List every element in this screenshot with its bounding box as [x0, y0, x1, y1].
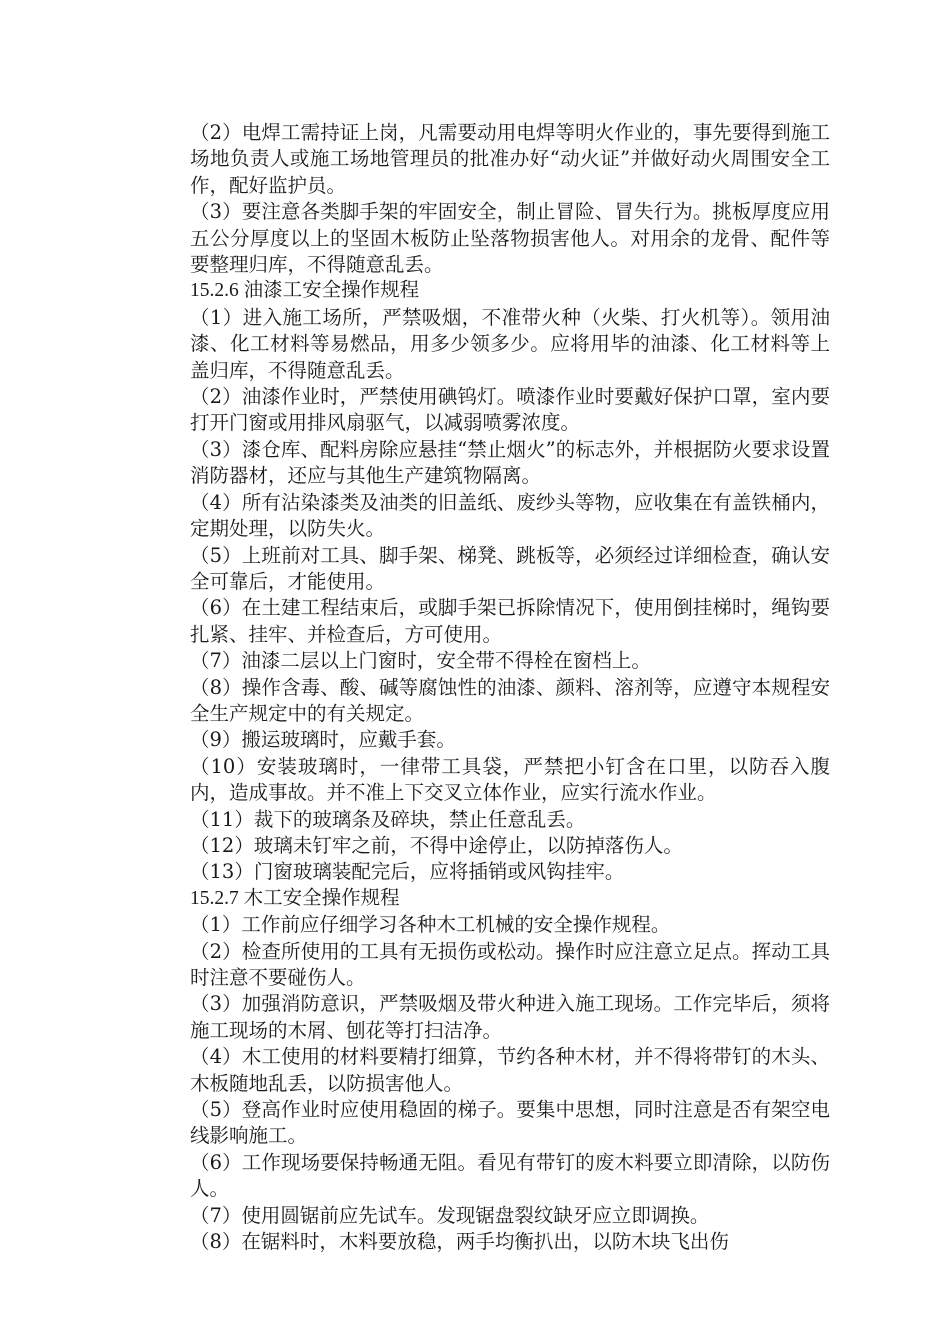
section-heading: 15.2.6 油漆工安全操作规程 — [190, 280, 420, 302]
paragraph: （8）在锯料时，木料要放稳，两手均衡扒出，以防木块飞出伤 — [190, 1230, 729, 1254]
paragraph: （6）工作现场要保持畅通无阻。看见有带钉的废木料要立即清除，以防伤人。 — [190, 1150, 830, 1201]
paragraph: （3）加强消防意识，严禁吸烟及带火种进入施工现场。工作完毕后，须将施工现场的木屑、刨花等打扫洁净。 — [190, 992, 830, 1042]
document-page — [190, 120, 830, 1255]
paragraph: （1）进入施工场所，严禁吸烟，不准带火种（火柴、打火机等）。领用油漆、化工材料等易燃品，用多少领多少。应将用毕的油漆、化工材料等上盖归库，不得随意乱丢。 — [190, 305, 830, 382]
paragraph: （1）工作前应仔细学习各种木工机械的安全操作规程。 — [190, 913, 671, 937]
paragraph: （13）门窗玻璃装配完后，应将插销或风钩挂牢。 — [190, 860, 625, 884]
paragraph: （5）登高作业时应使用稳固的梯子。要集中思想，同时注意是否有架空电线影响施工。 — [190, 1098, 830, 1148]
paragraph: （6）在土建工程结束后，或脚手架已拆除情况下，使用倒挂梯时，绳钩要扎紧、挂牢、并检查后，方可使用。 — [190, 596, 830, 646]
paragraph: （4）所有沾染漆类及油类的旧盖纸、废纱头等物，应收集在有盖铁桶内，定期处理，以防失火。 — [190, 490, 830, 541]
paragraph: （7）使用圆锯前应先试车。发现锯盘裂纹缺牙应立即调换。 — [190, 1203, 710, 1227]
paragraph: （2）检查所使用的工具有无损伤或松动。操作时应注意立足点。挥动工具时注意不要碰伤人。 — [190, 939, 830, 989]
paragraph: （2）电焊工需持证上岗，凡需要动用电焊等明火作业的，事先要得到施工场地负责人或施工场地管理员的批准办好“动火证”并做好动火周围安全工作，配好监护员。 — [190, 121, 830, 197]
paragraph: （2）油漆作业时，严禁使用碘钨灯。喷漆作业时要戴好保护口罩，室内要打开门窗或用排风扇驱气，以减弱喷雾浓度。 — [190, 385, 830, 435]
paragraph: （7）油漆二层以上门窗时，安全带不得栓在窗档上。 — [190, 649, 651, 673]
paragraph: （10）安装玻璃时，一律带工具袋，严禁把小钉含在口里，以防吞入腹内，造成事故。并不准上下交叉立体作业，应实行流水作业。 — [190, 754, 830, 805]
paragraph: （9）搬运玻璃时，应戴手套。 — [190, 728, 456, 752]
paragraph: （8）操作含毒、酸、碱等腐蚀性的油漆、颜料、溶剂等，应遵守本规程安全生产规定中的有关规定。 — [190, 675, 830, 725]
paragraph: （3）要注意各类脚手架的牢固安全，制止冒险、冒失行为。挑板厚度应用五公分厚度以上的坚固木板防止坠落物损害他人。对用余的龙骨、配件等要整理归库，不得随意乱丢。 — [190, 200, 830, 277]
paragraph: （3）漆仓库、配料房除应悬挂“禁止烟火”的标志外，并根据防火要求设置消防器材，还应与其他生产建筑物隔离。 — [190, 437, 830, 488]
paragraph: （4）木工使用的材料要精打细算，节约各种木材，并不得将带钉的木头、木板随地乱丢，以防损害他人。 — [190, 1045, 830, 1095]
paragraph: （5）上班前对工具、脚手架、梯凳、跳板等，必须经过详细检查，确认安全可靠后，才能使用。 — [190, 543, 830, 593]
paragraph: （11）裁下的玻璃条及碎块，禁止任意乱丢。 — [190, 807, 586, 831]
paragraph: （12）玻璃未钉牢之前，不得中途停止，以防掉落伤人。 — [190, 833, 683, 857]
section-heading: 15.2.7 木工安全操作规程 — [190, 887, 400, 909]
